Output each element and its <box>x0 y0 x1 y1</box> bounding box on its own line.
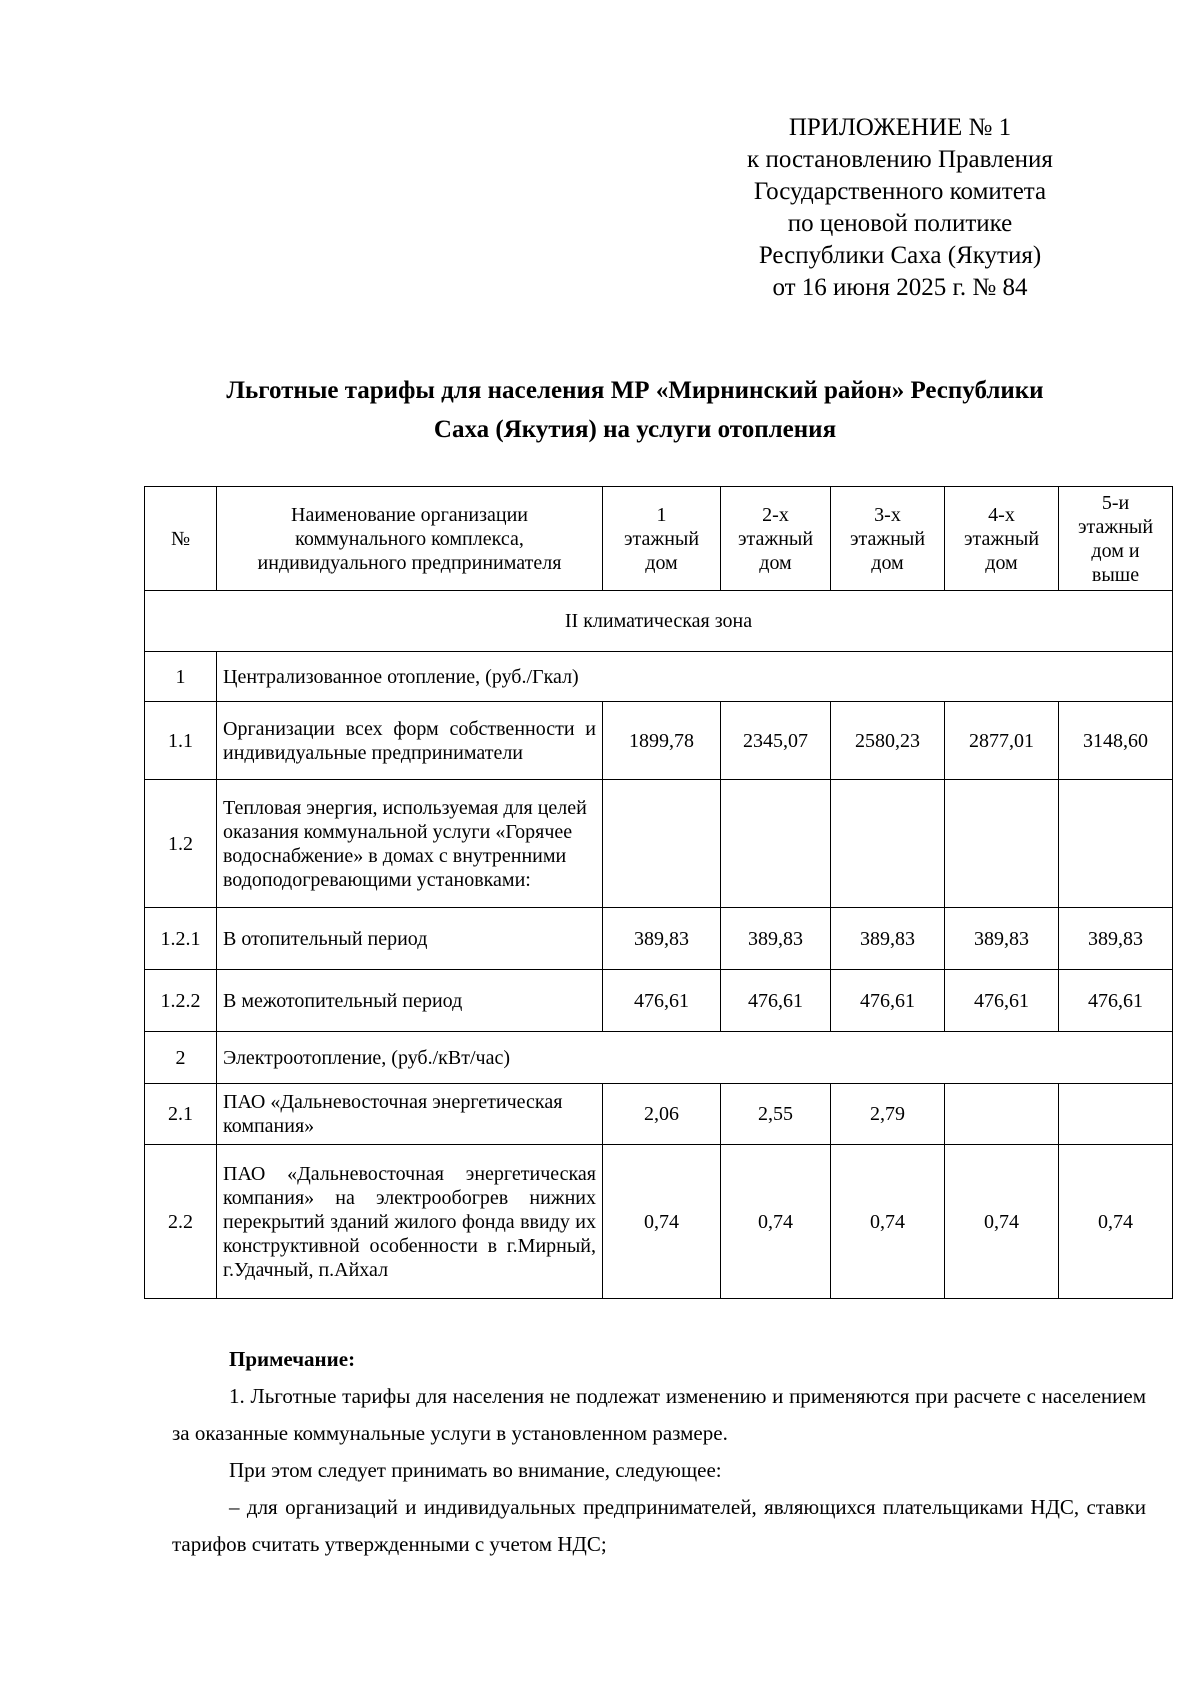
header-line: 4-х <box>988 503 1015 526</box>
row-name: Централизованное отопление, (руб./Гкал) <box>217 652 1173 702</box>
header-line: 2-х <box>762 503 789 526</box>
value-3-floor: 2,79 <box>831 1084 945 1145</box>
value-1-floor: 1899,78 <box>603 702 721 780</box>
value-empty <box>603 780 721 908</box>
note-paragraph: 1. Льготные тарифы для населения не подлежат изменению и применяются при расчете с населением за оказанные коммунальные услуги в установленном размере. <box>172 1384 1146 1445</box>
header-line: этажный <box>849 527 926 550</box>
header-line: этажный <box>623 527 700 550</box>
row-num: 1.1 <box>145 702 217 780</box>
table-row <box>145 1145 1173 1299</box>
header-name-line: индивидуального предпринимателя <box>257 551 562 574</box>
appendix-line: Республики Саха (Якутия) <box>758 242 1042 269</box>
header-5-floor <box>1059 487 1173 591</box>
value-2-floor: 0,74 <box>721 1145 831 1299</box>
table-row <box>145 652 1173 702</box>
appendix-line: ПРИЛОЖЕНИЕ № 1 <box>788 114 1012 141</box>
row-num: 1.2 <box>145 780 217 908</box>
value-3-floor: 2580,23 <box>831 702 945 780</box>
table-row <box>145 970 1173 1032</box>
header-num: № <box>145 487 217 591</box>
value-5-floor: 476,61 <box>1059 970 1173 1032</box>
row-name: Организации всех форм собственности и индивидуальные предприниматели <box>217 702 603 780</box>
header-line: дом <box>759 551 792 574</box>
table-row <box>145 1084 1173 1145</box>
note-paragraph: – для организаций и индивидуальных предпринимателей, являющихся плательщиками НДС, ставки тарифов считать утвержденными с учетом НДС; <box>172 1495 1146 1556</box>
header-name-line: коммунального комплекса, <box>295 527 524 550</box>
value-3-floor: 389,83 <box>831 908 945 970</box>
value-empty <box>831 780 945 908</box>
header-line: дом <box>871 551 904 574</box>
header-line: этажный <box>737 527 814 550</box>
header-1-floor <box>603 487 721 591</box>
document-title <box>150 371 1120 449</box>
row-num: 2.1 <box>145 1084 217 1145</box>
note-paragraph: При этом следует принимать во внимание, следующее: <box>229 1458 722 1482</box>
value-1-floor: 2,06 <box>603 1084 721 1145</box>
row-name: Тепловая энергия, используемая для целей оказания коммунальной услуги «Горячее водоснабжение» в домах с внутренними водоподогревающими установками: <box>217 780 603 908</box>
header-3-floor <box>831 487 945 591</box>
value-5-floor: 0,74 <box>1059 1145 1173 1299</box>
value-4-floor: 0,74 <box>945 1145 1059 1299</box>
value-1-floor: 476,61 <box>603 970 721 1032</box>
appendix-line: от 16 июня 2025 г. № 84 <box>772 274 1028 301</box>
header-line: 1 <box>656 503 667 526</box>
value-empty <box>1059 780 1173 908</box>
table-row <box>145 780 1173 908</box>
zone-row <box>145 591 1173 652</box>
climate-zone: II климатическая зона <box>145 591 1173 652</box>
row-num: 1.2.2 <box>145 970 217 1032</box>
appendix-line: Государственного комитета <box>753 178 1047 205</box>
header-line: этажный <box>1077 515 1154 538</box>
value-4-floor <box>945 1084 1059 1145</box>
header-line: дом и <box>1091 539 1140 562</box>
value-1-floor: 389,83 <box>603 908 721 970</box>
value-5-floor: 3148,60 <box>1059 702 1173 780</box>
value-empty <box>721 780 831 908</box>
header-row <box>145 487 1173 591</box>
row-name: ПАО «Дальневосточная энергетическая компания» на электрообогрев нижних перекрытий зданий жилого фонда ввиду их конструктивной особенности в г.Мирный, г.Удачный, п.Айхал <box>217 1145 603 1299</box>
appendix-line: по ценовой политике <box>787 210 1013 237</box>
title-line: Льготные тарифы для населения МР «Мирнинский район» Республики <box>226 377 1044 404</box>
value-2-floor: 2345,07 <box>721 702 831 780</box>
header-line: 5-и <box>1101 491 1130 514</box>
appendix-line: к постановлению Правления <box>747 146 1053 173</box>
appendix-header <box>700 112 1100 304</box>
header-line: дом <box>985 551 1018 574</box>
row-name: В отопительный период <box>217 908 603 970</box>
value-2-floor: 2,55 <box>721 1084 831 1145</box>
header-2-floor <box>721 487 831 591</box>
row-num: 2 <box>145 1032 217 1084</box>
value-empty <box>945 780 1059 908</box>
value-3-floor: 476,61 <box>831 970 945 1032</box>
header-line: дом <box>645 551 678 574</box>
value-3-floor: 0,74 <box>831 1145 945 1299</box>
value-2-floor: 389,83 <box>721 908 831 970</box>
row-num: 1 <box>145 652 217 702</box>
row-name: ПАО «Дальневосточная энергетическая компания» <box>217 1084 603 1145</box>
row-name: В межотопительный период <box>217 970 603 1032</box>
table-row <box>145 908 1173 970</box>
notes-section <box>172 1341 1146 1563</box>
header-name-line: Наименование организации <box>291 503 528 526</box>
header-line: выше <box>1091 563 1140 586</box>
value-4-floor: 476,61 <box>945 970 1059 1032</box>
value-1-floor: 0,74 <box>603 1145 721 1299</box>
row-num: 1.2.1 <box>145 908 217 970</box>
title-line: Саха (Якутия) на услуги отопления <box>433 416 837 443</box>
value-5-floor <box>1059 1084 1173 1145</box>
table-row <box>145 702 1173 780</box>
header-name <box>217 487 603 591</box>
header-4-floor <box>945 487 1059 591</box>
row-name: Электроотопление, (руб./кВт/час) <box>217 1032 1173 1084</box>
value-4-floor: 2877,01 <box>945 702 1059 780</box>
value-4-floor: 389,83 <box>945 908 1059 970</box>
header-line: этажный <box>963 527 1040 550</box>
row-num: 2.2 <box>145 1145 217 1299</box>
table-row <box>145 1032 1173 1084</box>
header-line: 3-х <box>874 503 901 526</box>
value-5-floor: 389,83 <box>1059 908 1173 970</box>
tariff-table <box>144 486 1173 1299</box>
notes-heading: Примечание: <box>229 1347 356 1371</box>
value-2-floor: 476,61 <box>721 970 831 1032</box>
